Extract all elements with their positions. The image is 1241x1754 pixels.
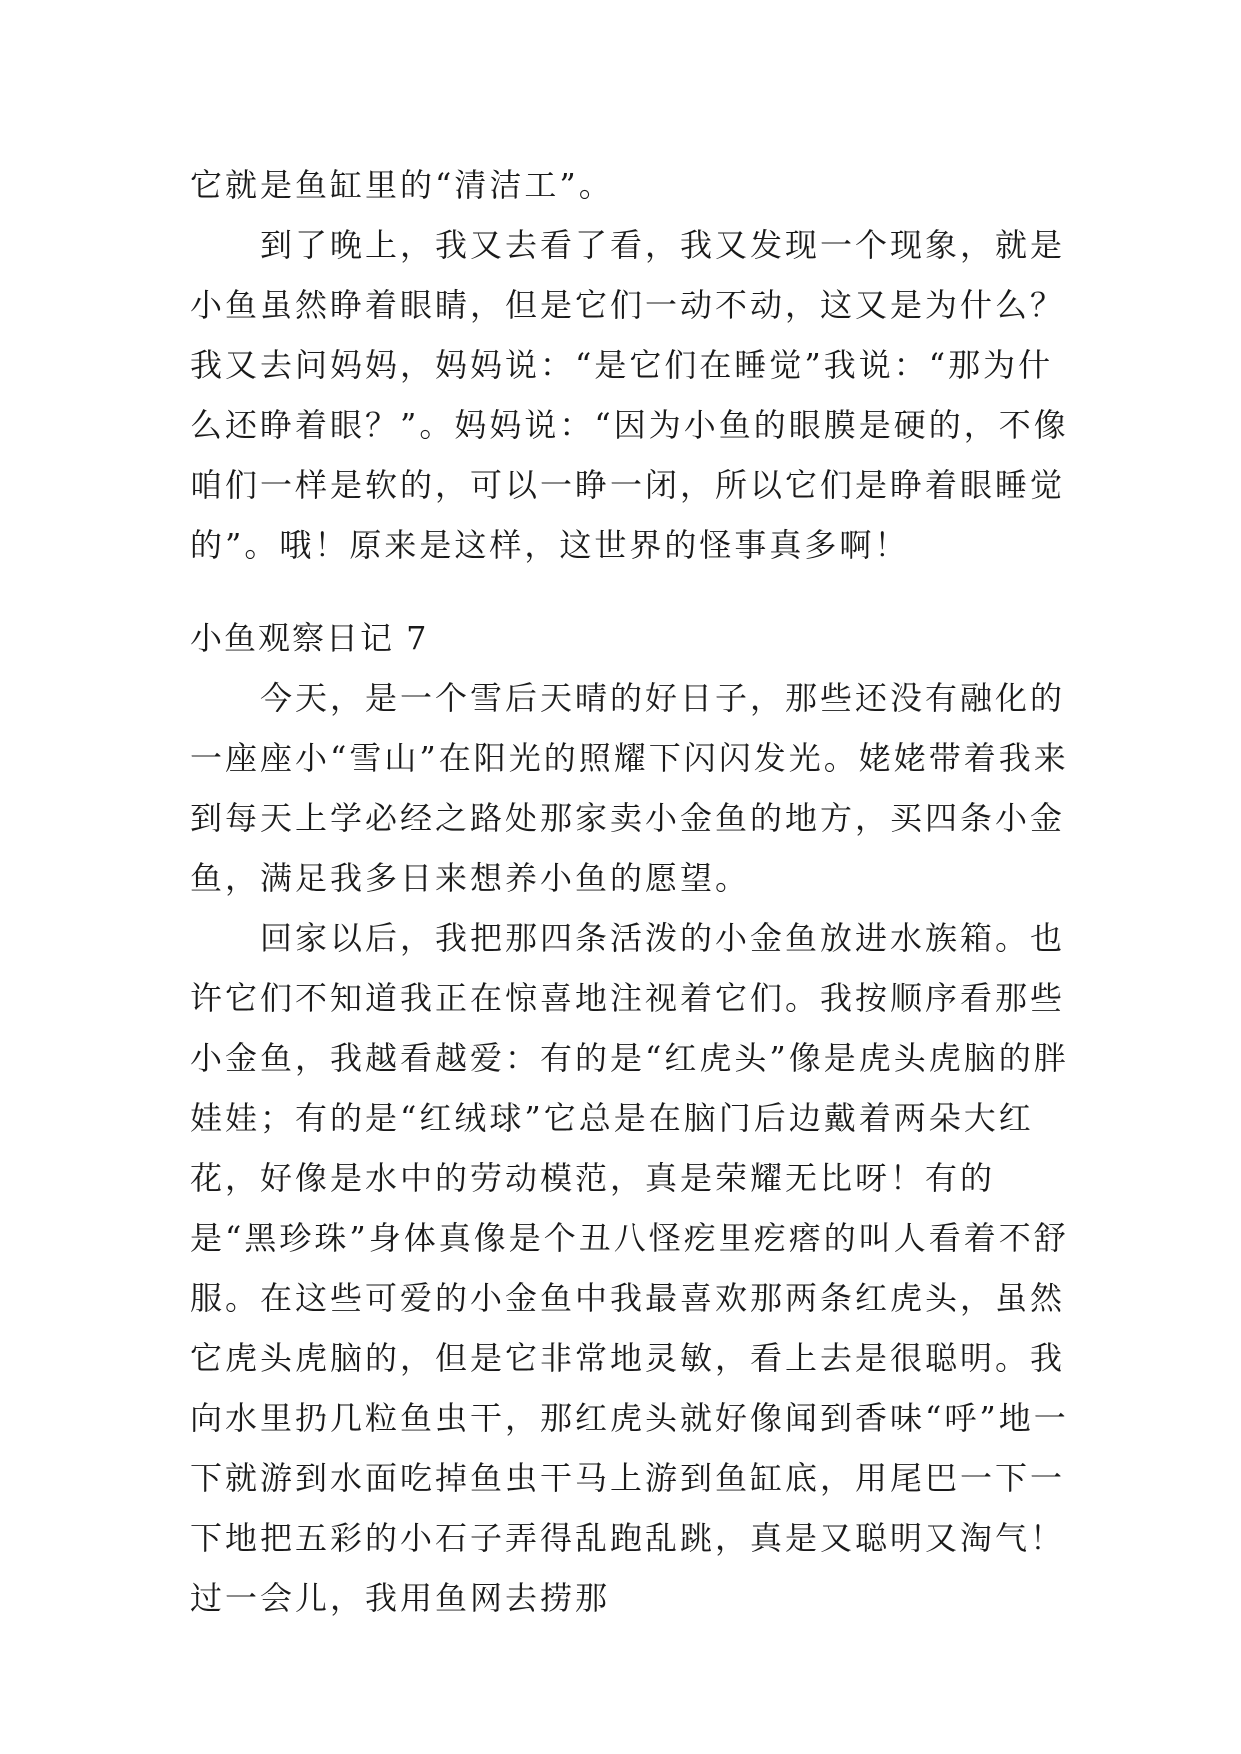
text-section-top (190, 155, 1070, 575)
diary-title: 小鱼观察日记 7 (190, 619, 429, 657)
paragraph-home: 回家以后，我把那四条活泼的小金鱼放进水族箱。也许它们不知道我正在惊喜地注视着它们。我按顺序看那些小金鱼，我越看越爱：有的是“红虎头”像是虎头虎脑的胖娃娃；有的是“红绒球”它总是在脑门后边戴着两朵大红花，好像是水中的劳动模范，真是荣耀无比呀！有的是“黑珍珠”身体真像是个丑八怪疙里疙瘩的叫人看着不舒服。在这些可爱的小金鱼中我最喜欢那两条红虎头，虽然它虎头虎脑的，但是它非常地灵敏，看上去是很聪明。我向水里扔几粒鱼虫干，那红虎头就好像闻到香味“呼”地一下就游到水面吃掉鱼虫干马上游到鱼缸底，用尾巴一下一下地把五彩的小石子弄得乱跑乱跳，真是又聪明又淘气！过一会儿，我用鱼网去捞那 (190, 919, 1069, 1617)
paragraph-continuation: 它就是鱼缸里的“清洁工”。 (190, 166, 614, 204)
paragraph-evening: 到了晚上，我又去看了看，我又发现一个现象，就是小鱼虽然睁着眼睛，但是它们一动不动，这又是为什么？我又去问妈妈，妈妈说：“是它们在睡觉”我说：“那为什么还睁着眼？”。妈妈说：“因为小鱼的眼膜是硬的，不像咱们一样是软的，可以一睁一闭，所以它们是睁着眼睡觉的”。哦！原来是这样，这世界的怪事真多啊！ (190, 226, 1069, 564)
text-section-diary (190, 608, 1070, 1628)
paragraph-snow: 今天，是一个雪后天晴的好日子，那些还没有融化的一座座小“雪山”在阳光的照耀下闪闪发光。姥姥带着我来到每天上学必经之路处那家卖小金鱼的地方，买四条小金鱼，满足我多日来想养小鱼的愿望。 (190, 679, 1069, 897)
